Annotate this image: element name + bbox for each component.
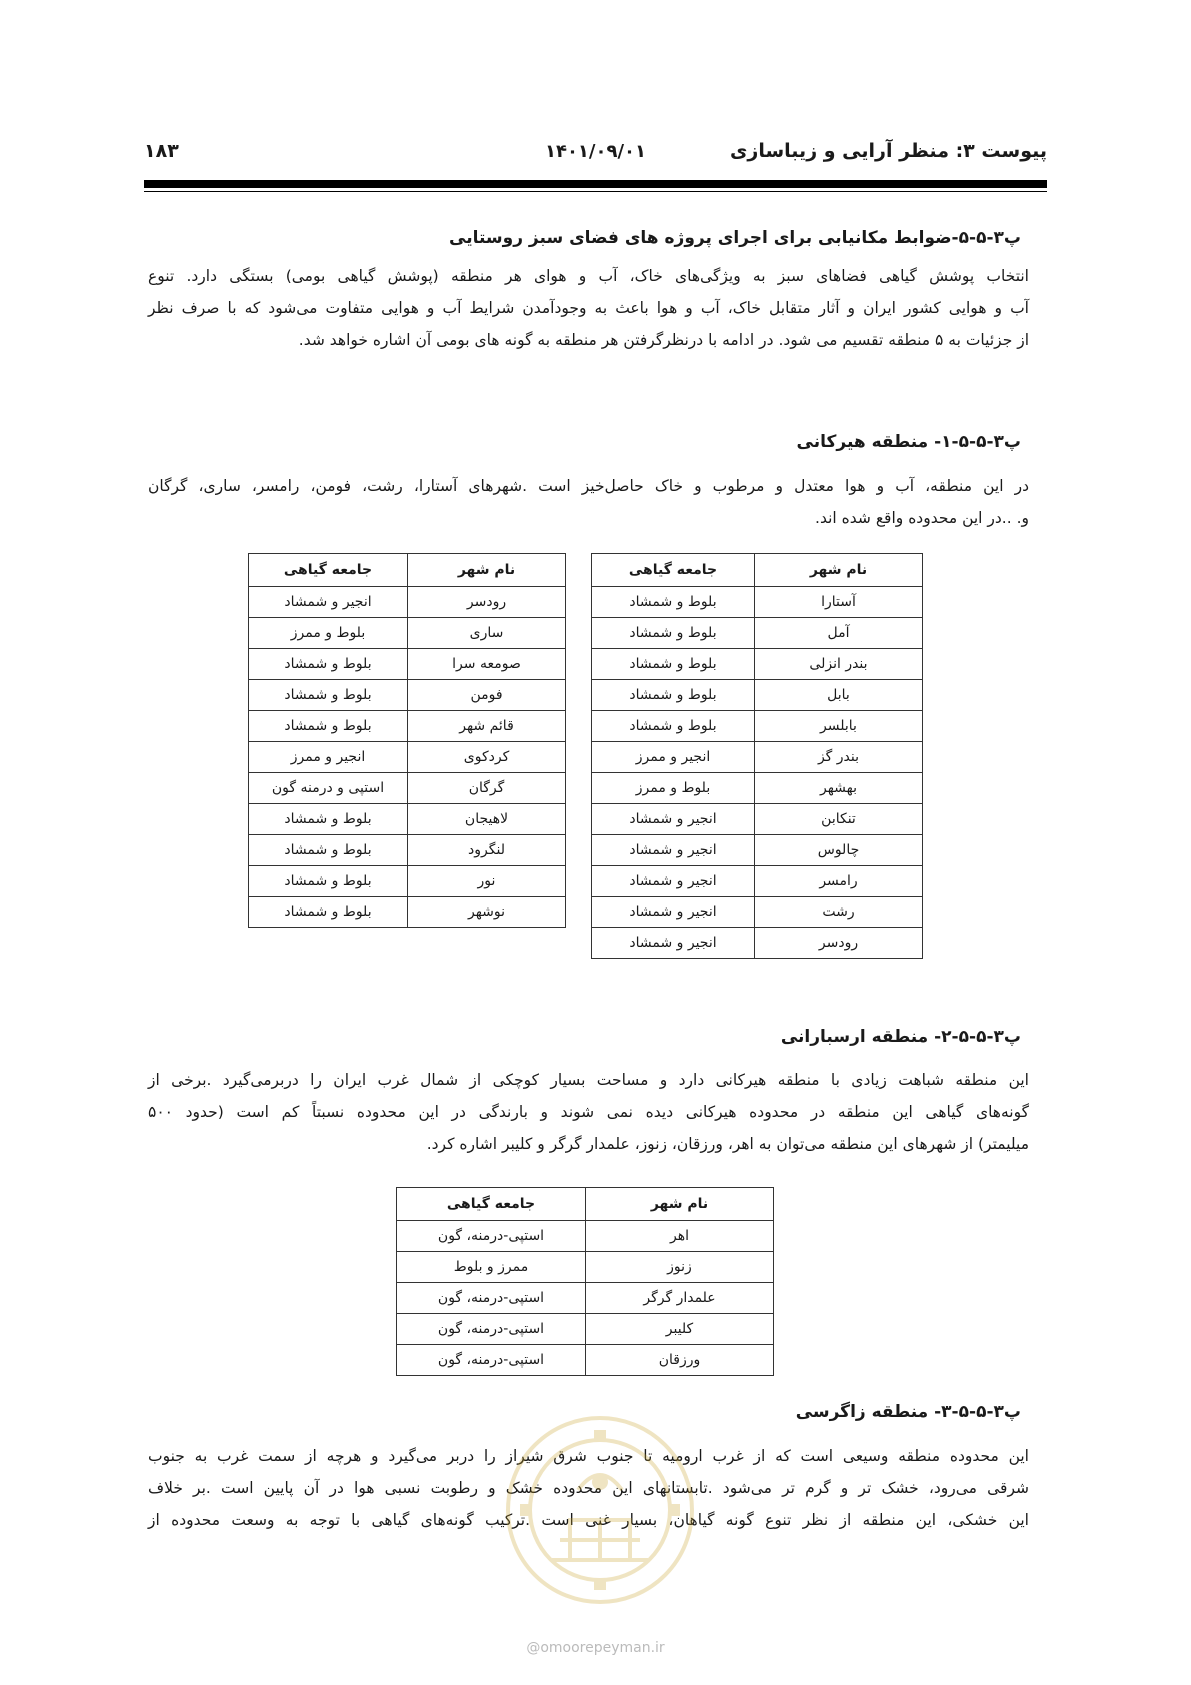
vegetation-cell: بلوط و شمشاد <box>249 835 408 866</box>
vegetation-cell: انجیر و ممرز <box>592 742 755 773</box>
table-row <box>592 866 923 897</box>
table-row <box>249 587 566 618</box>
vegetation-cell: انجیر و شمشاد <box>592 835 755 866</box>
city-cell: بندر انزلی <box>755 649 923 680</box>
table-row <box>249 897 566 928</box>
table-row <box>592 835 923 866</box>
paragraph-line: انتخاب پوشش گیاهی فضاهای سبز به ویژگی‌های خاک، آب و هوای هر منطقه (پوشش گیاهی بومی) بستگی دارد. تنوع <box>148 267 1029 285</box>
city-cell: رشت <box>755 897 923 928</box>
paragraph-line: این محدوده منطقه وسیعی است که از غرب ارومیه تا جنوب شرق شیراز را دربر می‌گیرد و هرچه از سمت غرب به جنوب <box>148 1447 1029 1465</box>
column-header-city: نام شهر <box>755 554 923 587</box>
arasbaran-paragraph <box>148 1064 1029 1160</box>
column-header-city: نام شهر <box>408 554 566 587</box>
city-cell: لاهیجان <box>408 804 566 835</box>
table-row <box>397 1314 774 1345</box>
table-header-row <box>249 554 566 587</box>
table-row <box>592 680 923 711</box>
table-row <box>592 649 923 680</box>
page-number: ۱۸۳ <box>144 140 179 162</box>
city-cell: زنوز <box>586 1252 774 1283</box>
vegetation-cell: بلوط و شمشاد <box>249 866 408 897</box>
vegetation-cell: بلوط و شمشاد <box>592 618 755 649</box>
table-row <box>249 680 566 711</box>
table-row <box>249 773 566 804</box>
column-header-vegetation: جامعه گیاهی <box>397 1188 586 1221</box>
city-cell: ساری <box>408 618 566 649</box>
city-cell: گرگان <box>408 773 566 804</box>
city-cell: چالوس <box>755 835 923 866</box>
table-row <box>592 928 923 959</box>
paragraph-line: آب و هوایی کشور ایران و آثار متقابل خاک، آب و هوا باعث به وجودآمدن شرایط آب و هوایی متفاوت می‌شود که با صرف نظر <box>148 299 1029 317</box>
hyrcanian-paragraph <box>148 470 1029 534</box>
city-cell: رامسر <box>755 866 923 897</box>
vegetation-cell: استپی-درمنه، گون <box>397 1314 586 1345</box>
table-row <box>592 742 923 773</box>
vegetation-cell: انجیر و شمشاد <box>592 804 755 835</box>
table-row <box>249 804 566 835</box>
city-cell: فومن <box>408 680 566 711</box>
vegetation-cell: بلوط و شمشاد <box>592 680 755 711</box>
city-cell: آستارا <box>755 587 923 618</box>
table-row <box>592 711 923 742</box>
arasbaran-heading: پ۳-۵-۵-۲- منطقه ارسبارانی <box>780 1027 1021 1047</box>
table-row <box>249 742 566 773</box>
paragraph-line: از جزئیات به ۵ منطقه تقسیم می شود. در ادامه با درنظرگرفتن هر منطقه به گونه های بومی آن اشاره خواهد شد. <box>298 331 1029 349</box>
vegetation-cell: انجیر و شمشاد <box>249 587 408 618</box>
vegetation-cell: استپی-درمنه، گون <box>397 1283 586 1314</box>
table-row <box>592 773 923 804</box>
table-row <box>592 897 923 928</box>
vegetation-cell: بلوط و شمشاد <box>592 649 755 680</box>
header-date: ۱۴۰۱/۰۹/۰۱ <box>544 140 647 162</box>
table-row <box>249 711 566 742</box>
table-row <box>249 649 566 680</box>
table-row <box>397 1252 774 1283</box>
hyrcanian-heading: پ۳-۵-۵-۱- منطقه هیرکانی <box>796 432 1021 452</box>
vegetation-cell: استپی-درمنه، گون <box>397 1221 586 1252</box>
vegetation-cell: استپی و درمنه گون <box>249 773 408 804</box>
column-header-city: نام شهر <box>586 1188 774 1221</box>
vegetation-cell: بلوط و شمشاد <box>592 711 755 742</box>
zagros-heading: پ۳-۵-۵-۳- منطقه زاگرسی <box>795 1402 1021 1422</box>
watermark-url: @omoorepeyman.ir <box>526 1640 665 1656</box>
header-title: پیوست ۳: منظر آرایی و زیباسازی <box>730 140 1047 162</box>
vegetation-cell: بلوط و شمشاد <box>249 804 408 835</box>
vegetation-cell: ممرز و بلوط <box>397 1252 586 1283</box>
table-row <box>592 618 923 649</box>
city-cell: رودسر <box>755 928 923 959</box>
city-cell: آمل <box>755 618 923 649</box>
paragraph-line: میلیمتر) از شهرهای این منطقه می‌توان به اهر، ورزقان، زنوز، علمدار گرگر و کلیبر اشاره کرد. <box>426 1135 1029 1153</box>
city-cell: قائم شهر <box>408 711 566 742</box>
column-header-vegetation: جامعه گیاهی <box>249 554 408 587</box>
city-cell: اهر <box>586 1221 774 1252</box>
paragraph-line: گونه‌های گیاهی این منطقه در محدوده هیرکانی دیده نمی شوند و بارندگی در این محدوده نسبتاً کم است (حدود ۵۰۰ <box>148 1103 1029 1121</box>
city-cell: صومعه سرا <box>408 649 566 680</box>
vegetation-cell: انجیر و شمشاد <box>592 928 755 959</box>
vegetation-cell: بلوط و شمشاد <box>592 587 755 618</box>
city-cell: نور <box>408 866 566 897</box>
vegetation-cell: بلوط و شمشاد <box>249 711 408 742</box>
intro-paragraph <box>148 260 1029 356</box>
table-header-row <box>397 1188 774 1221</box>
city-cell: بابل <box>755 680 923 711</box>
city-cell: بندر گز <box>755 742 923 773</box>
vegetation-cell: بلوط و شمشاد <box>249 649 408 680</box>
table-row <box>397 1283 774 1314</box>
table-row <box>397 1221 774 1252</box>
paragraph-line: و. ..در این محدوده واقع شده اند. <box>815 509 1029 527</box>
header-rule-thick <box>144 180 1047 188</box>
watermark-seal-icon <box>500 1410 700 1610</box>
section-heading: پ۳-۵-۵-ضوابط مکانیابی برای اجرای پروژه های فضای سبز روستایی <box>449 228 1021 248</box>
arasbaran-table <box>396 1187 774 1376</box>
table-row <box>592 804 923 835</box>
hyrcanian-table-right <box>591 553 923 959</box>
page-header <box>144 134 1047 168</box>
table-row <box>249 835 566 866</box>
city-cell: علمدار گرگر <box>586 1283 774 1314</box>
vegetation-cell: بلوط و شمشاد <box>249 897 408 928</box>
column-header-vegetation: جامعه گیاهی <box>592 554 755 587</box>
vegetation-cell: بلوط و شمشاد <box>249 680 408 711</box>
paragraph-line: در این منطقه، آب و هوا معتدل و مرطوب و خاک حاصل‌خیز است .شهرهای آستارا، رشت، فومن، رامسر، ساری، گرگان <box>148 477 1029 495</box>
vegetation-cell: انجیر و شمشاد <box>592 866 755 897</box>
table-row <box>592 587 923 618</box>
city-cell: بهشهر <box>755 773 923 804</box>
vegetation-cell: بلوط و ممرز <box>249 618 408 649</box>
vegetation-cell: انجیر و ممرز <box>249 742 408 773</box>
vegetation-cell: انجیر و شمشاد <box>592 897 755 928</box>
city-cell: بابلسر <box>755 711 923 742</box>
city-cell: ورزقان <box>586 1345 774 1376</box>
vegetation-cell: استپی-درمنه، گون <box>397 1345 586 1376</box>
city-cell: تنکابن <box>755 804 923 835</box>
city-cell: کردکوی <box>408 742 566 773</box>
paragraph-line: شرقی می‌رود، خشک تر و گرم تر می‌شود .تابستانهای این محدوده خشک و رطوبت نسبی هوا در آن پایین است .بر خلاف <box>148 1479 1029 1497</box>
table-row <box>249 866 566 897</box>
table-header-row <box>592 554 923 587</box>
hyrcanian-table-left <box>248 553 566 928</box>
city-cell: کلیبر <box>586 1314 774 1345</box>
table-row <box>249 618 566 649</box>
table-row <box>397 1345 774 1376</box>
paragraph-line: این منطقه شباهت زیادی با منطقه هیرکانی دارد و مساحت بسیار کوچکی از شمال غرب ایران را دربرمی‌گیرد .برخی از <box>148 1071 1029 1089</box>
vegetation-cell: بلوط و ممرز <box>592 773 755 804</box>
header-rule-thin <box>144 191 1047 192</box>
city-cell: نوشهر <box>408 897 566 928</box>
city-cell: رودسر <box>408 587 566 618</box>
paragraph-line: این خشکی، این منطقه از نظر تنوع گونه گیاهان، بسیار غنی است .ترکیب گونه‌های گیاهی با توجه به وسعت محدوده از <box>148 1511 1029 1529</box>
city-cell: لنگرود <box>408 835 566 866</box>
